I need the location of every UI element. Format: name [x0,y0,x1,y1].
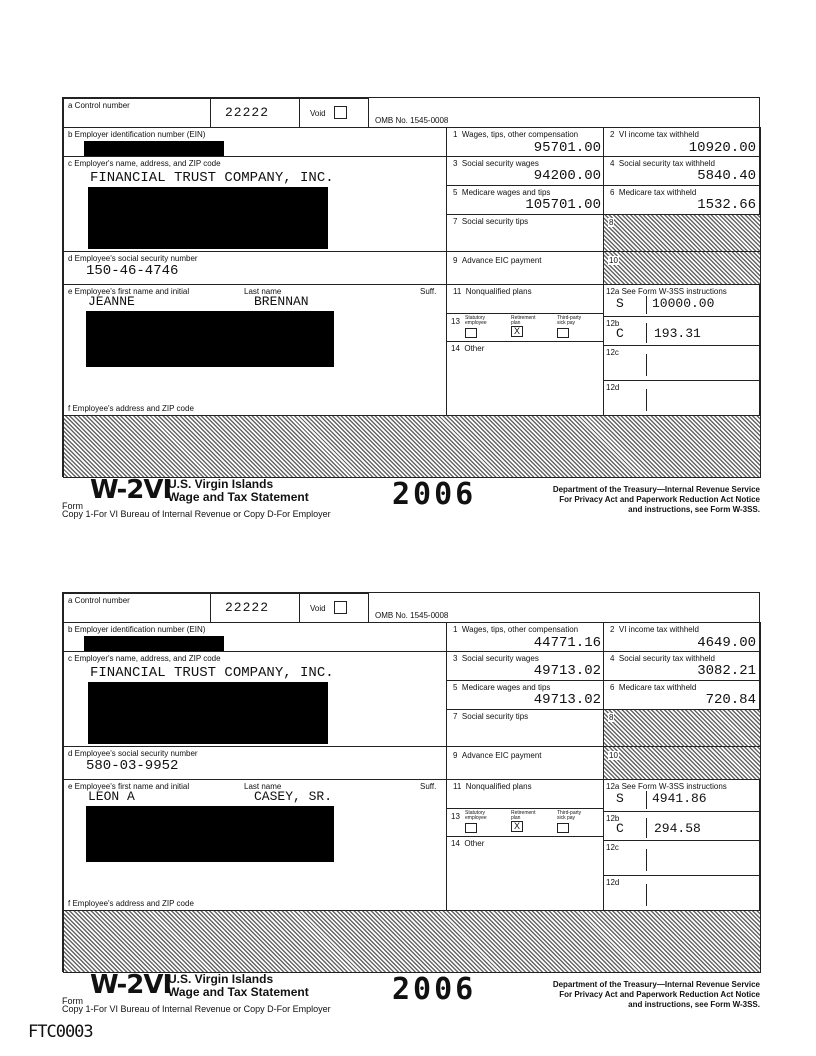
box8-cell [603,214,761,252]
box7-cell [446,709,604,747]
ein-redaction [84,141,224,156]
box12a-cell [603,284,761,317]
employer-name: FINANCIAL TRUST COMPANY, INC. [90,665,334,681]
box-e-last-label: Last name [244,287,282,296]
box3-cell [446,651,604,681]
box12b-amount: 193.31 [654,326,701,341]
statutory-employee-checkbox[interactable] [465,823,477,833]
employer-name: FINANCIAL TRUST COMPANY, INC. [90,170,334,186]
box-e-first-label: e Employee's first name and initial [68,782,190,791]
box13-divider [447,313,603,314]
box4-label: 4 Social security tax withheld [610,159,715,168]
box12d-cell [603,875,761,911]
form-word: Form [62,996,83,1006]
form-title [168,478,309,504]
box1-cell [446,127,604,157]
box-f-label: f Employee's address and ZIP code [68,899,194,908]
box12a-divider [646,791,647,809]
box4-value: 5840.40 [697,168,756,184]
form-word: Form [62,501,83,511]
box11-14-cell [446,779,604,911]
retirement-plan-checkbox[interactable]: X [511,326,523,337]
box-c-cell [63,651,447,747]
box12b-amount: 294.58 [654,821,701,836]
form-title-line-2: Wage and Tax Statement [168,490,309,504]
box12a-label: 12a See Form W-3SS instructions [606,782,727,791]
box12a-amount: 10000.00 [652,296,715,311]
box-b-cell [63,622,447,652]
box5-label: 5 Medicare wages and tips [453,683,551,692]
dept-line-2: For Privacy Act and Paperwork Reduction Act Notice [559,495,760,504]
void-label: Void [310,604,326,613]
box8-label: 8 [609,713,614,722]
box-d-cell [63,746,447,780]
form-title [168,973,309,999]
box4-cell [603,651,761,681]
box4-cell [603,156,761,186]
box1-value: 95701.00 [533,140,601,156]
box12a-code: S [616,296,624,311]
third-party-sick-pay-checkbox[interactable] [557,328,569,338]
box12b-code: C [616,821,624,836]
form-footer [62,970,760,1018]
dept-line-3: and instructions, see Form W-3SS. [628,1000,760,1009]
box-d-cell [63,251,447,285]
void-cell [299,593,369,623]
employee-ssn: 150-46-4746 [86,263,179,279]
box7-label: 7 Social security tips [453,712,529,721]
box2-value: 4649.00 [697,635,756,651]
dept-line-1: Department of the Treasury—Internal Revenue Service [552,485,760,494]
box11-label: 11 Nonqualified plans [453,782,532,791]
department-notice [553,980,760,1010]
box3-label: 3 Social security wages [453,159,539,168]
box12b-divider [646,818,647,838]
box6-cell [603,680,761,710]
box12b-code: C [616,326,624,341]
box3-label: 3 Social security wages [453,654,539,663]
box5-cell [446,185,604,215]
third-party-sick-pay-checkbox[interactable] [557,823,569,833]
w2vi-form-1 [62,97,760,519]
box-d-label: d Employee's social security number [68,254,198,263]
box-e-first-label: e Employee's first name and initial [68,287,190,296]
box12b-divider [646,323,647,343]
box13-thirdparty-label: Third-party sick pay [557,315,582,326]
employee-last-name: BRENNAN [254,294,309,309]
box3-value: 94200.00 [533,168,601,184]
employee-ssn: 580-03-9952 [86,758,179,774]
box12d-cell [603,380,761,416]
form-number: W-2VI [90,970,172,1000]
employee-address-redaction [86,311,334,367]
box12d-divider [646,884,647,906]
box-a-cell [63,98,211,128]
void-checkbox[interactable] [334,601,347,614]
box-b-cell [63,127,447,157]
box1-label: 1 Wages, tips, other compensation [453,625,579,634]
box12d-divider [646,389,647,411]
box8-cell [603,709,761,747]
box7-cell [446,214,604,252]
box11-label: 11 Nonqualified plans [453,287,532,296]
state-local-shaded-area [63,415,761,478]
box10-label: 10 [609,751,618,760]
tax-year: 2006 [392,477,477,512]
box12c-divider [646,354,647,376]
box1-value: 44771.16 [533,635,601,651]
control-code: 22222 [225,600,270,615]
box14-divider [447,836,603,837]
box12c-label: 12c [606,348,619,357]
omb-number: OMB No. 1545-0008 [375,116,449,125]
box10-cell [603,251,761,285]
employer-address-redaction [88,682,328,744]
employee-first-name: LEON A [88,789,135,804]
box12b-cell [603,811,761,841]
box-e-suff-label: Suff. [420,782,437,791]
box-c-label: c Employer's name, address, and ZIP code [68,654,221,663]
box-f-label: f Employee's address and ZIP code [68,404,194,413]
box6-cell [603,185,761,215]
box13-statutory-label: Statutory employee [465,315,487,326]
box5-value: 49713.02 [533,692,601,708]
box14-divider [447,341,603,342]
box6-label: 6 Medicare tax withheld [610,683,697,692]
w2vi-form-2 [62,592,760,1014]
box6-label: 6 Medicare tax withheld [610,188,697,197]
box-a-cell [63,593,211,623]
box13-divider [447,808,603,809]
employee-first-name: JEANNE [88,294,135,309]
box12a-divider [646,296,647,314]
box-e-cell [63,284,447,416]
box8-label: 8 [609,218,614,227]
box-d-label: d Employee's social security number [68,749,198,758]
box12a-cell [603,779,761,812]
box13-retirement-label: Retirement plan [511,315,536,326]
box13-retirement-label: Retirement plan [511,810,536,821]
tax-year: 2006 [392,972,477,1007]
void-cell [299,98,369,128]
box11-14-cell [446,284,604,416]
void-checkbox[interactable] [334,106,347,119]
form-title-line-1: U.S. Virgin Islands [168,477,274,491]
form-grid [62,592,760,972]
box2-cell [603,127,761,157]
box-a-label: a Control number [68,101,130,110]
box12d-label: 12d [606,383,620,392]
box-e-last-label: Last name [244,782,282,791]
box5-label: 5 Medicare wages and tips [453,188,551,197]
omb-number: OMB No. 1545-0008 [375,611,449,620]
box-c-cell [63,156,447,252]
control-code-cell [210,593,300,623]
box6-value: 1532.66 [697,197,756,213]
box12c-divider [646,849,647,871]
state-local-shaded-area [63,910,761,973]
form-number: W-2VI [90,475,172,505]
box9-label: 9 Advance EIC payment [453,751,542,760]
dept-line-2: For Privacy Act and Paperwork Reduction Act Notice [559,990,760,999]
box5-cell [446,680,604,710]
box13-label: 13 [451,812,460,821]
box14-label: 14 Other [451,344,485,353]
box9-cell [446,251,604,285]
box1-cell [446,622,604,652]
box4-value: 3082.21 [697,663,756,679]
dept-line-3: and instructions, see Form W-3SS. [628,505,760,514]
box10-cell [603,746,761,780]
box2-label: 2 VI income tax withheld [610,625,699,634]
box12c-cell [603,840,761,876]
box-b-label: b Employer identification number (EIN) [68,625,206,634]
employee-last-name: CASEY, SR. [254,789,333,804]
box-a-label: a Control number [68,596,130,605]
box7-label: 7 Social security tips [453,217,529,226]
box-c-label: c Employer's name, address, and ZIP code [68,159,221,168]
form-title-line-2: Wage and Tax Statement [168,985,309,999]
box4-label: 4 Social security tax withheld [610,654,715,663]
statutory-employee-checkbox[interactable] [465,328,477,338]
box12a-amount: 4941.86 [652,791,707,806]
bates-number: FTC0003 [28,1022,93,1042]
employee-address-redaction [86,806,334,862]
box12c-label: 12c [606,843,619,852]
box9-cell [446,746,604,780]
control-code-cell [210,98,300,128]
form-footer [62,475,760,523]
box-e-cell [63,779,447,911]
box13-label: 13 [451,317,460,326]
box2-cell [603,622,761,652]
box12d-label: 12d [606,878,620,887]
box3-cell [446,156,604,186]
form-grid [62,97,760,477]
box12a-code: S [616,791,624,806]
copy-designation: Copy 1-For VI Bureau of Internal Revenue or Copy D-For Employer [62,1004,331,1014]
box13-statutory-label: Statutory employee [465,810,487,821]
box6-value: 720.84 [705,692,756,708]
box3-value: 49713.02 [533,663,601,679]
box12a-label: 12a See Form W-3SS instructions [606,287,727,296]
void-label: Void [310,109,326,118]
employer-address-redaction [88,187,328,249]
retirement-plan-checkbox[interactable]: X [511,821,523,832]
box-e-suff-label: Suff. [420,287,437,296]
form-title-line-1: U.S. Virgin Islands [168,972,274,986]
box12b-cell [603,316,761,346]
box9-label: 9 Advance EIC payment [453,256,542,265]
box-b-label: b Employer identification number (EIN) [68,130,206,139]
dept-line-1: Department of the Treasury—Internal Revenue Service [552,980,760,989]
box12c-cell [603,345,761,381]
department-notice [553,485,760,515]
box12b-label: 12b [606,319,620,328]
box5-value: 105701.00 [525,197,601,213]
box1-label: 1 Wages, tips, other compensation [453,130,579,139]
box14-label: 14 Other [451,839,485,848]
box2-label: 2 VI income tax withheld [610,130,699,139]
copy-designation: Copy 1-For VI Bureau of Internal Revenue or Copy D-For Employer [62,509,331,519]
box10-label: 10 [609,256,618,265]
ein-redaction [84,636,224,651]
box12b-label: 12b [606,814,620,823]
box13-thirdparty-label: Third-party sick pay [557,810,582,821]
control-code: 22222 [225,105,270,120]
box2-value: 10920.00 [688,140,756,156]
